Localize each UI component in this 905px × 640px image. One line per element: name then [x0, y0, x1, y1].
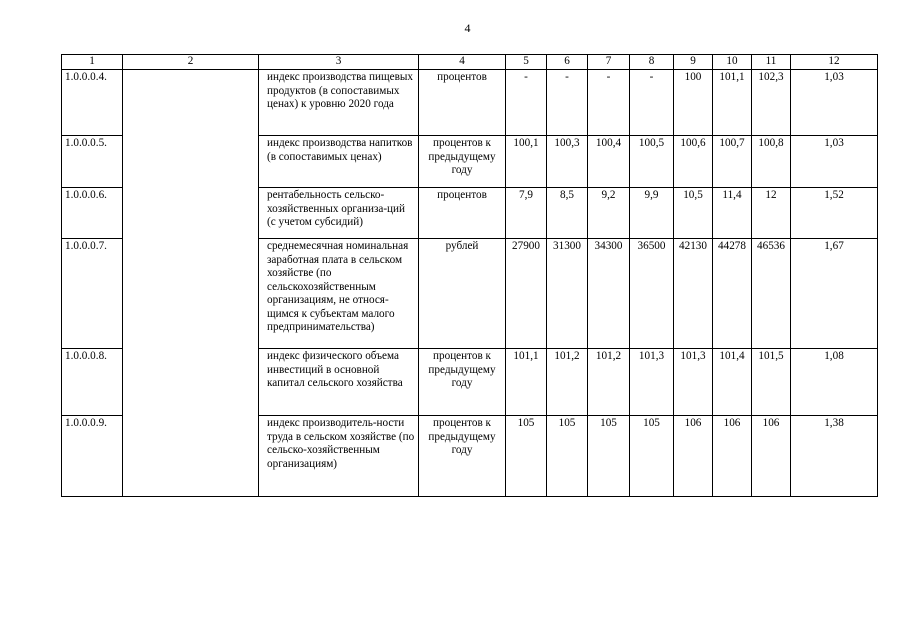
row-value: - [630, 70, 674, 136]
column-header-8: 8 [630, 55, 674, 70]
row-unit: процентов [419, 188, 506, 239]
row-value: 101,3 [674, 349, 713, 416]
row-indicator-name: индекс производства пищевых продуктов (в сопоставимых ценах) к уровню 2020 года [259, 70, 419, 136]
row-code: 1.0.0.0.5. [62, 136, 123, 188]
column-header-2: 2 [123, 55, 259, 70]
row-value: 100,8 [752, 136, 791, 188]
row-value: 101,2 [547, 349, 588, 416]
row-value: 44278 [713, 239, 752, 349]
row-value: 100,1 [506, 136, 547, 188]
row-value: 42130 [674, 239, 713, 349]
row-value: 106 [713, 416, 752, 497]
row-weight: 1,67 [791, 239, 878, 349]
row-weight: 1,52 [791, 188, 878, 239]
row-value: 101,1 [506, 349, 547, 416]
column-header-6: 6 [547, 55, 588, 70]
row-value: - [547, 70, 588, 136]
column-header-4: 4 [419, 55, 506, 70]
table-row [62, 70, 878, 136]
row-value: 106 [674, 416, 713, 497]
row-code: 1.0.0.0.7. [62, 239, 123, 349]
row-value: 9,9 [630, 188, 674, 239]
column-header-9: 9 [674, 55, 713, 70]
column-header-12: 12 [791, 55, 878, 70]
row-unit: процентов [419, 70, 506, 136]
row-value: 9,2 [588, 188, 630, 239]
row-value: 100,3 [547, 136, 588, 188]
row-value: 8,5 [547, 188, 588, 239]
row-code: 1.0.0.0.8. [62, 349, 123, 416]
row-value: 101,3 [630, 349, 674, 416]
row-unit: процентов к предыдущему году [419, 416, 506, 497]
row-value: - [588, 70, 630, 136]
column-header-3: 3 [259, 55, 419, 70]
row-value: 105 [506, 416, 547, 497]
row-value: 34300 [588, 239, 630, 349]
row-value: 36500 [630, 239, 674, 349]
column-header-5: 5 [506, 55, 547, 70]
row-weight: 1,38 [791, 416, 878, 497]
row-value: 46536 [752, 239, 791, 349]
row-value: 106 [752, 416, 791, 497]
row-indicator-name: индекс производитель-ности труда в сельском хозяйстве (по сельско-хозяйственным организациям) [259, 416, 419, 497]
column-header-7: 7 [588, 55, 630, 70]
row-value: 11,4 [713, 188, 752, 239]
row-indicator-name: индекс производства напитков (в сопоставимых ценах) [259, 136, 419, 188]
row-code: 1.0.0.0.4. [62, 70, 123, 136]
column-header-10: 10 [713, 55, 752, 70]
row-value: 7,9 [506, 188, 547, 239]
row-value: 10,5 [674, 188, 713, 239]
row-weight: 1,03 [791, 136, 878, 188]
column-header-11: 11 [752, 55, 791, 70]
row-value: 100,7 [713, 136, 752, 188]
column-2-cell [123, 70, 259, 497]
header-row [62, 55, 878, 70]
row-code: 1.0.0.0.6. [62, 188, 123, 239]
row-value: 101,1 [713, 70, 752, 136]
page-number: 4 [464, 21, 471, 35]
row-value: 31300 [547, 239, 588, 349]
row-indicator-name: рентабельность сельско-хозяйственных организа-ций (с учетом субсидий) [259, 188, 419, 239]
row-value: 12 [752, 188, 791, 239]
row-value: 100,6 [674, 136, 713, 188]
row-value: - [506, 70, 547, 136]
row-value: 101,2 [588, 349, 630, 416]
row-code: 1.0.0.0.9. [62, 416, 123, 497]
indicators-table [61, 54, 878, 497]
row-value: 101,5 [752, 349, 791, 416]
row-value: 105 [630, 416, 674, 497]
row-value: 100 [674, 70, 713, 136]
row-value: 102,3 [752, 70, 791, 136]
row-indicator-name: среднемесячная номинальная заработная плата в сельском хозяйстве (по сельскохозяйственным организациям, не относя-щимся к субъектам малого предпринимательства) [259, 239, 419, 349]
row-unit: процентов к предыдущему году [419, 136, 506, 188]
row-value: 105 [547, 416, 588, 497]
row-value: 101,4 [713, 349, 752, 416]
row-unit: процентов к предыдущему году [419, 349, 506, 416]
row-unit: рублей [419, 239, 506, 349]
row-value: 27900 [506, 239, 547, 349]
row-indicator-name: индекс физического объема инвестиций в основной капитал сельского хозяйства [259, 349, 419, 416]
row-value: 100,5 [630, 136, 674, 188]
row-value: 100,4 [588, 136, 630, 188]
column-header-1: 1 [62, 55, 123, 70]
row-value: 105 [588, 416, 630, 497]
row-weight: 1,03 [791, 70, 878, 136]
row-weight: 1,08 [791, 349, 878, 416]
